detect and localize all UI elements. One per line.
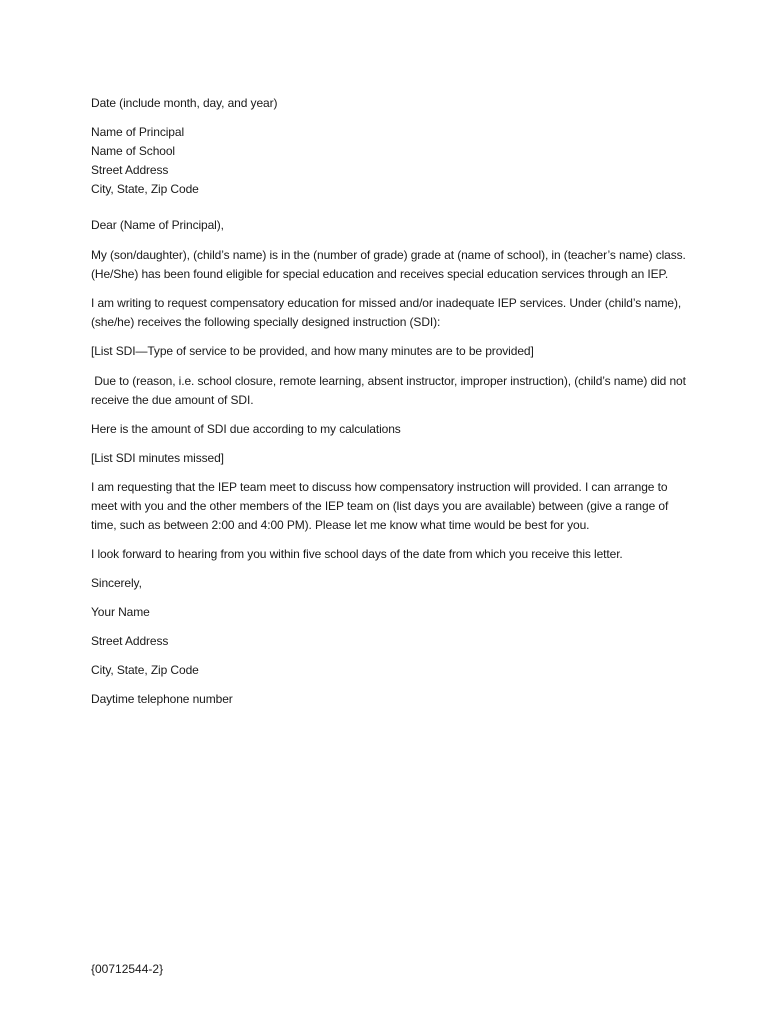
paragraph-amount: Here is the amount of SDI due according to my calculations bbox=[91, 422, 401, 436]
closing: Sincerely, bbox=[91, 576, 142, 590]
recipient-school: Name of School bbox=[91, 144, 175, 158]
letter-body bbox=[91, 94, 691, 709]
paragraph-reason: Due to (reason, i.e. school closure, remote learning, absent instructor, improper instruction), (child’s name) did not receive the due amount of SDI. bbox=[91, 374, 690, 407]
sender-city: City, State, Zip Code bbox=[91, 663, 199, 677]
date-line: Date (include month, day, and year) bbox=[91, 96, 278, 110]
salutation: Dear (Name of Principal), bbox=[91, 218, 224, 232]
paragraph-list-sdi: [List SDI—Type of service to be provided, and how many minutes are to be provided] bbox=[91, 344, 534, 358]
paragraph-meeting: I am requesting that the IEP team meet to discuss how compensatory instruction will provided. I can arrange to meet with you and the other members of the IEP team on (list days you are available) between (give a range of time, such as between 2:00 and 4:00 PM). Please let me know what time would be best for you. bbox=[91, 480, 672, 532]
recipient-street: Street Address bbox=[91, 163, 169, 177]
recipient-address bbox=[91, 123, 691, 199]
paragraph-request: I am writing to request compensatory education for missed and/or inadequate IEP services. Under (child’s name), (she/he) receives the following specially designed instruction (SDI): bbox=[91, 296, 685, 329]
document-footer-code: {00712544-2} bbox=[91, 962, 164, 976]
sender-phone: Daytime telephone number bbox=[91, 692, 233, 706]
recipient-city: City, State, Zip Code bbox=[91, 182, 199, 196]
recipient-name: Name of Principal bbox=[91, 125, 185, 139]
paragraph-intro: My (son/daughter), (child’s name) is in the (number of grade) grade at (name of school), in (teacher’s name) class. (He/She) has been found eligible for special education and receives special education services through an IEP. bbox=[91, 248, 690, 281]
paragraph-closing-note: I look forward to hearing from you within five school days of the date from which you receive this letter. bbox=[91, 547, 623, 561]
sender-name: Your Name bbox=[91, 605, 150, 619]
paragraph-minutes-missed: [List SDI minutes missed] bbox=[91, 451, 224, 465]
sender-street: Street Address bbox=[91, 634, 169, 648]
